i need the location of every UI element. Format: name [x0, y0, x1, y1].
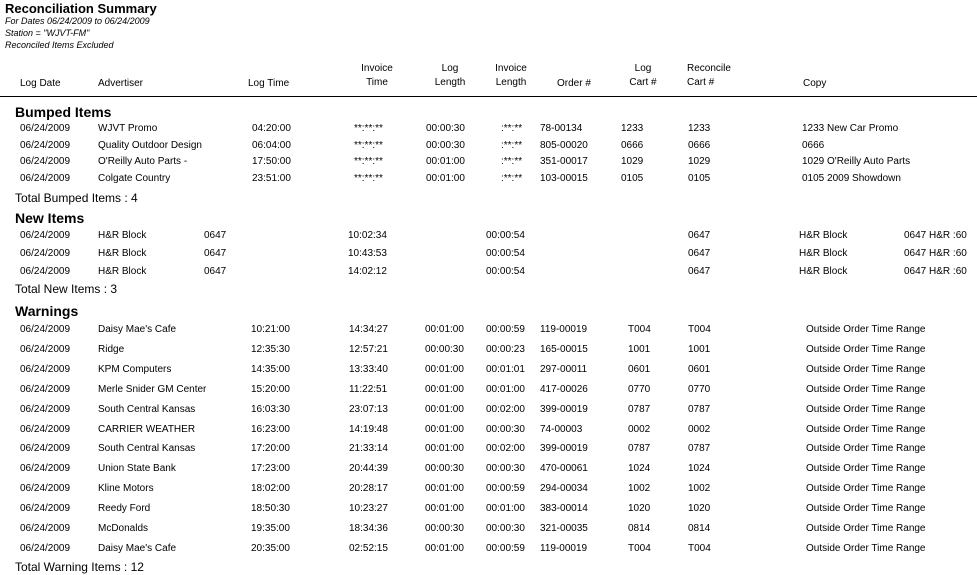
cell-order-no: 74-00003	[540, 423, 583, 435]
cell-advertiser-copy: H&R Block	[799, 266, 848, 277]
cell-invoice-time: 10:43:53	[348, 248, 387, 259]
cell-copy: Outside Order Time Range	[806, 542, 926, 554]
cell-log-length: 00:01:00	[425, 363, 464, 375]
cell-log-date: 06/24/2009	[20, 423, 71, 435]
bumped-total: Total Bumped Items : 4	[15, 191, 138, 205]
cell-advertiser: Daisy Mae's Cafe	[98, 542, 177, 554]
cell-copy: Outside Order Time Range	[806, 403, 926, 415]
col-log-time: Log Time	[248, 78, 290, 89]
col-log-cart	[618, 62, 668, 90]
cell-log-date: 06/24/2009	[20, 156, 71, 167]
cell-invoice-time: **:**:**	[354, 172, 383, 184]
cell-log-time: 06:04:00	[252, 139, 291, 151]
cell-invoice-length: 00:00:23	[486, 343, 525, 355]
col-reconcile-cart-line1: Reconcile	[687, 63, 731, 74]
cell-log-date: 06/24/2009	[20, 403, 71, 415]
cell-invoice-time: **:**:**	[354, 139, 383, 151]
cell-advertiser: Quality Outdoor Design	[98, 139, 202, 151]
report-date-range: For Dates 06/24/2009 to 06/24/2009	[5, 16, 150, 26]
cell-reconcile-cart: 0814	[688, 523, 711, 534]
cell-invoice-length: :**:**	[501, 156, 523, 167]
cell-order-no: 165-00015	[540, 343, 588, 355]
cell-log-length: 00:00:30	[425, 523, 464, 534]
cell-log-length: 00:01:00	[425, 443, 464, 455]
new-item-row	[0, 230, 977, 246]
cell-cart: 0647	[204, 230, 227, 241]
cell-invoice-time: 20:44:39	[349, 463, 388, 475]
cell-copy: 0647 H&R :60	[904, 266, 967, 277]
cell-invoice-length: 00:00:59	[486, 483, 525, 495]
cell-copy: Outside Order Time Range	[806, 523, 926, 534]
cell-advertiser-copy: H&R Block	[799, 230, 848, 241]
bumped-row	[0, 140, 977, 156]
section-warnings-title: Warnings	[15, 303, 79, 319]
cell-cart: 0647	[204, 248, 227, 259]
cell-log-length: 00:01:00	[425, 403, 464, 415]
col-reconcile-cart-line2: Cart #	[687, 77, 715, 88]
cell-log-cart: 0105	[621, 172, 644, 184]
cell-advertiser: Kline Motors	[98, 483, 154, 495]
cell-log-cart: 0666	[621, 139, 644, 151]
cell-advertiser: WJVT Promo	[98, 123, 158, 134]
cell-log-time: 10:21:00	[251, 324, 290, 335]
warning-row	[0, 324, 977, 340]
cell-invoice-time: 11:22:51	[349, 383, 388, 395]
cell-advertiser: South Central Kansas	[98, 443, 196, 455]
cell-log-cart: 1002	[628, 483, 651, 495]
cell-invoice-time: 10:02:34	[348, 230, 387, 241]
cell-advertiser: O'Reilly Auto Parts -	[98, 156, 188, 167]
cell-log-date: 06/24/2009	[20, 230, 71, 241]
cell-log-date: 06/24/2009	[20, 523, 71, 534]
cell-order-no: 383-00014	[540, 503, 588, 515]
cell-invoice-length: 00:00:59	[486, 324, 525, 335]
cell-log-time: 23:51:00	[252, 172, 291, 184]
cell-copy: Outside Order Time Range	[806, 383, 926, 395]
cell-invoice-length: 00:00:54	[486, 248, 525, 259]
new-item-row	[0, 248, 977, 264]
cell-log-time: 15:20:00	[251, 383, 290, 395]
col-log-cart-line2: Cart #	[629, 77, 657, 88]
cell-order-no: 805-00020	[540, 139, 588, 151]
cell-invoice-time: 23:07:13	[349, 403, 388, 415]
warning-row	[0, 344, 977, 360]
cell-invoice-length: 00:00:30	[486, 523, 525, 534]
cell-log-date: 06/24/2009	[20, 383, 71, 395]
cell-advertiser: McDonalds	[98, 523, 149, 534]
warning-row	[0, 503, 977, 519]
report-station: Station = "WJVT-FM"	[5, 28, 90, 38]
cell-invoice-time: 13:33:40	[349, 363, 388, 375]
col-order-no: Order #	[557, 78, 591, 89]
cell-invoice-time: 14:02:12	[348, 266, 387, 277]
cell-invoice-time: 14:34:27	[349, 324, 388, 335]
cell-order-no: 417-00026	[540, 383, 588, 395]
cell-log-length: 00:00:30	[426, 139, 465, 151]
cell-invoice-length: 00:00:30	[486, 423, 525, 435]
cell-log-cart: 0002	[628, 423, 651, 435]
cell-invoice-length: 00:02:00	[486, 443, 525, 455]
cell-advertiser: H&R Block	[98, 230, 147, 241]
cell-copy: Outside Order Time Range	[806, 463, 926, 475]
cell-invoice-length: :**:**	[501, 123, 523, 134]
warning-row	[0, 364, 977, 380]
cell-log-length: 00:01:00	[426, 156, 465, 167]
warning-row	[0, 523, 977, 539]
warnings-total: Total Warning Items : 12	[15, 560, 144, 574]
cell-order-no: 297-00011	[540, 363, 588, 375]
cell-log-time: 14:35:00	[251, 363, 290, 375]
col-invoice-length-line1: Invoice	[495, 63, 527, 74]
cell-log-length: 00:00:30	[425, 343, 464, 355]
new-total: Total New Items : 3	[15, 282, 118, 296]
col-log-length-line2: Length	[434, 77, 466, 88]
cell-copy: Outside Order Time Range	[806, 483, 926, 495]
cell-advertiser: Union State Bank	[98, 463, 176, 475]
cell-log-length: 00:01:00	[426, 172, 465, 184]
cell-log-time: 16:03:30	[251, 403, 290, 415]
cell-log-time: 12:35:30	[251, 343, 290, 355]
cell-reconcile-cart: 1002	[688, 483, 711, 495]
cell-invoice-time: 21:33:14	[349, 443, 388, 455]
cell-reconcile-cart: 1024	[688, 463, 711, 475]
cell-copy: 0105 2009 Showdown	[802, 172, 901, 184]
cell-order-no: 103-00015	[540, 172, 588, 184]
cell-copy: Outside Order Time Range	[806, 423, 926, 435]
cell-advertiser: H&R Block	[98, 266, 147, 277]
cell-reconcile-cart: 0787	[688, 443, 711, 455]
cell-reconcile-cart: 0647	[688, 248, 711, 259]
cell-log-date: 06/24/2009	[20, 248, 71, 259]
col-advertiser: Advertiser	[98, 78, 144, 89]
cell-log-length: 00:00:30	[425, 463, 464, 475]
cell-log-date: 06/24/2009	[20, 483, 71, 495]
cell-log-cart: 0814	[628, 523, 651, 534]
cell-log-date: 06/24/2009	[20, 343, 71, 355]
cell-invoice-length: 00:01:01	[486, 363, 525, 375]
cell-reconcile-cart: 0770	[688, 383, 711, 395]
cell-copy: 0666	[802, 139, 825, 151]
cell-copy: 0647 H&R :60	[904, 230, 967, 241]
cell-order-no: 470-00061	[540, 463, 588, 475]
cell-order-no: 119-00019	[540, 324, 588, 335]
cell-reconcile-cart: 1020	[688, 503, 711, 515]
col-copy: Copy	[803, 78, 827, 89]
cell-advertiser-copy: H&R Block	[799, 248, 848, 259]
cell-invoice-length: 00:00:59	[486, 542, 525, 554]
cell-invoice-length: :**:**	[501, 139, 523, 151]
new-item-row	[0, 266, 977, 282]
cell-log-cart: 0787	[628, 403, 651, 415]
cell-log-cart: T004	[628, 324, 651, 335]
cell-order-no: 119-00019	[540, 542, 588, 554]
cell-log-length: 00:01:00	[425, 542, 464, 554]
cell-reconcile-cart: 0666	[688, 139, 711, 151]
cell-log-date: 06/24/2009	[20, 172, 71, 184]
bumped-row	[0, 123, 977, 139]
cell-copy: 1233 New Car Promo	[802, 123, 899, 134]
warning-row	[0, 384, 977, 400]
col-reconcile-cart	[687, 62, 731, 90]
cell-copy: 0647 H&R :60	[904, 248, 967, 259]
cell-reconcile-cart: 0647	[688, 266, 711, 277]
warning-row	[0, 404, 977, 420]
cell-log-cart: 0770	[628, 383, 651, 395]
cell-reconcile-cart: 1233	[688, 123, 711, 134]
cell-log-length: 00:01:00	[425, 423, 464, 435]
cell-log-date: 06/24/2009	[20, 324, 71, 335]
cell-invoice-length: 00:00:54	[486, 266, 525, 277]
cell-log-length: 00:00:30	[426, 123, 465, 134]
header-divider	[0, 96, 977, 97]
cell-advertiser: Merle Snider GM Center	[98, 383, 207, 395]
cell-order-no: 321-00035	[540, 523, 588, 534]
cell-invoice-time: 18:34:36	[349, 523, 388, 534]
cell-reconcile-cart: 1001	[688, 343, 711, 355]
cell-copy: 1029 O'Reilly Auto Parts	[802, 156, 911, 167]
cell-log-time: 18:02:00	[251, 483, 290, 495]
warning-row	[0, 543, 977, 559]
cell-log-time: 19:35:00	[251, 523, 290, 534]
cell-order-no: 399-00019	[540, 443, 588, 455]
cell-reconcile-cart: T004	[688, 324, 711, 335]
cell-log-length: 00:01:00	[425, 503, 464, 515]
section-new-title: New Items	[15, 210, 85, 226]
warning-row	[0, 443, 977, 459]
cell-log-length: 00:01:00	[425, 383, 464, 395]
cell-order-no: 294-00034	[540, 483, 588, 495]
cell-advertiser: H&R Block	[98, 248, 147, 259]
cell-advertiser: CARRIER WEATHER	[98, 423, 196, 435]
cell-order-no: 399-00019	[540, 403, 588, 415]
cell-log-cart: 1029	[621, 156, 644, 167]
cell-log-date: 06/24/2009	[20, 503, 71, 515]
col-log-cart-line1: Log	[634, 63, 652, 74]
cell-log-time: 04:20:00	[252, 123, 291, 134]
cell-log-time: 16:23:00	[251, 423, 290, 435]
col-invoice-time-line2: Time	[366, 77, 388, 88]
cell-reconcile-cart: 0002	[688, 423, 711, 435]
cell-log-date: 06/24/2009	[20, 139, 71, 151]
col-log-length-line1: Log	[441, 63, 459, 74]
cell-log-cart: 0601	[628, 363, 651, 375]
col-invoice-time-line1: Invoice	[361, 63, 393, 74]
bumped-row	[0, 173, 977, 189]
cell-log-date: 06/24/2009	[20, 542, 71, 554]
cell-log-time: 17:50:00	[252, 156, 291, 167]
cell-invoice-length: 00:00:54	[486, 230, 525, 241]
cell-order-no: 351-00017	[540, 156, 588, 167]
cell-invoice-length: 00:00:30	[486, 463, 525, 475]
cell-invoice-length: 00:02:00	[486, 403, 525, 415]
cell-log-time: 20:35:00	[251, 542, 290, 554]
cell-invoice-time: 10:23:27	[349, 503, 388, 515]
cell-log-date: 06/24/2009	[20, 266, 71, 277]
cell-log-cart: 1020	[628, 503, 651, 515]
bumped-row	[0, 156, 977, 172]
cell-invoice-time: 02:52:15	[349, 542, 388, 554]
cell-reconcile-cart: 0601	[688, 363, 711, 375]
col-invoice-length-line2: Length	[495, 77, 527, 88]
cell-log-cart: 1001	[628, 343, 651, 355]
warning-row	[0, 424, 977, 440]
cell-order-no: 78-00134	[540, 123, 583, 134]
cell-log-date: 06/24/2009	[20, 443, 71, 455]
cell-advertiser: South Central Kansas	[98, 403, 196, 415]
cell-reconcile-cart: 0787	[688, 403, 711, 415]
cell-invoice-length: :**:**	[501, 172, 523, 184]
cell-advertiser: Daisy Mae's Cafe	[98, 324, 177, 335]
cell-invoice-time: 20:28:17	[349, 483, 388, 495]
cell-reconcile-cart: 0105	[688, 172, 711, 184]
cell-invoice-time: **:**:**	[354, 156, 383, 167]
warning-row	[0, 483, 977, 499]
cell-log-cart: 0787	[628, 443, 651, 455]
cell-invoice-time: **:**:**	[354, 123, 383, 134]
cell-reconcile-cart: 1029	[688, 156, 711, 167]
cell-cart: 0647	[204, 266, 227, 277]
cell-copy: Outside Order Time Range	[806, 503, 926, 515]
cell-invoice-length: 00:01:00	[486, 503, 525, 515]
cell-log-time: 17:20:00	[251, 443, 290, 455]
cell-log-cart: T004	[628, 542, 651, 554]
cell-log-date: 06/24/2009	[20, 463, 71, 475]
cell-log-cart: 1233	[621, 123, 644, 134]
section-bumped-title: Bumped Items	[15, 104, 112, 120]
cell-advertiser: Reedy Ford	[98, 503, 151, 515]
cell-invoice-time: 12:57:21	[349, 343, 388, 355]
cell-reconcile-cart: T004	[688, 542, 711, 554]
cell-advertiser: Ridge	[98, 343, 125, 355]
cell-log-time: 17:23:00	[251, 463, 290, 475]
cell-copy: Outside Order Time Range	[806, 324, 926, 335]
cell-log-time: 18:50:30	[251, 503, 290, 515]
cell-copy: Outside Order Time Range	[806, 443, 926, 455]
col-log-date: Log Date	[20, 78, 61, 89]
col-invoice-time	[352, 62, 402, 90]
cell-advertiser: Colgate Country	[98, 172, 171, 184]
cell-invoice-time: 14:19:48	[349, 423, 388, 435]
cell-advertiser: KPM Computers	[98, 363, 172, 375]
cell-log-cart: 1024	[628, 463, 651, 475]
cell-copy: Outside Order Time Range	[806, 343, 926, 355]
cell-invoice-length: 00:01:00	[486, 383, 525, 395]
cell-log-length: 00:01:00	[425, 483, 464, 495]
cell-copy: Outside Order Time Range	[806, 363, 926, 375]
report-excluded-note: Reconciled Items Excluded	[5, 40, 114, 50]
col-invoice-length	[486, 62, 536, 90]
cell-log-date: 06/24/2009	[20, 363, 71, 375]
report-title: Reconciliation Summary	[5, 1, 157, 16]
cell-log-date: 06/24/2009	[20, 123, 71, 134]
cell-reconcile-cart: 0647	[688, 230, 711, 241]
col-log-length	[425, 62, 475, 90]
cell-log-length: 00:01:00	[425, 324, 464, 335]
warning-row	[0, 463, 977, 479]
